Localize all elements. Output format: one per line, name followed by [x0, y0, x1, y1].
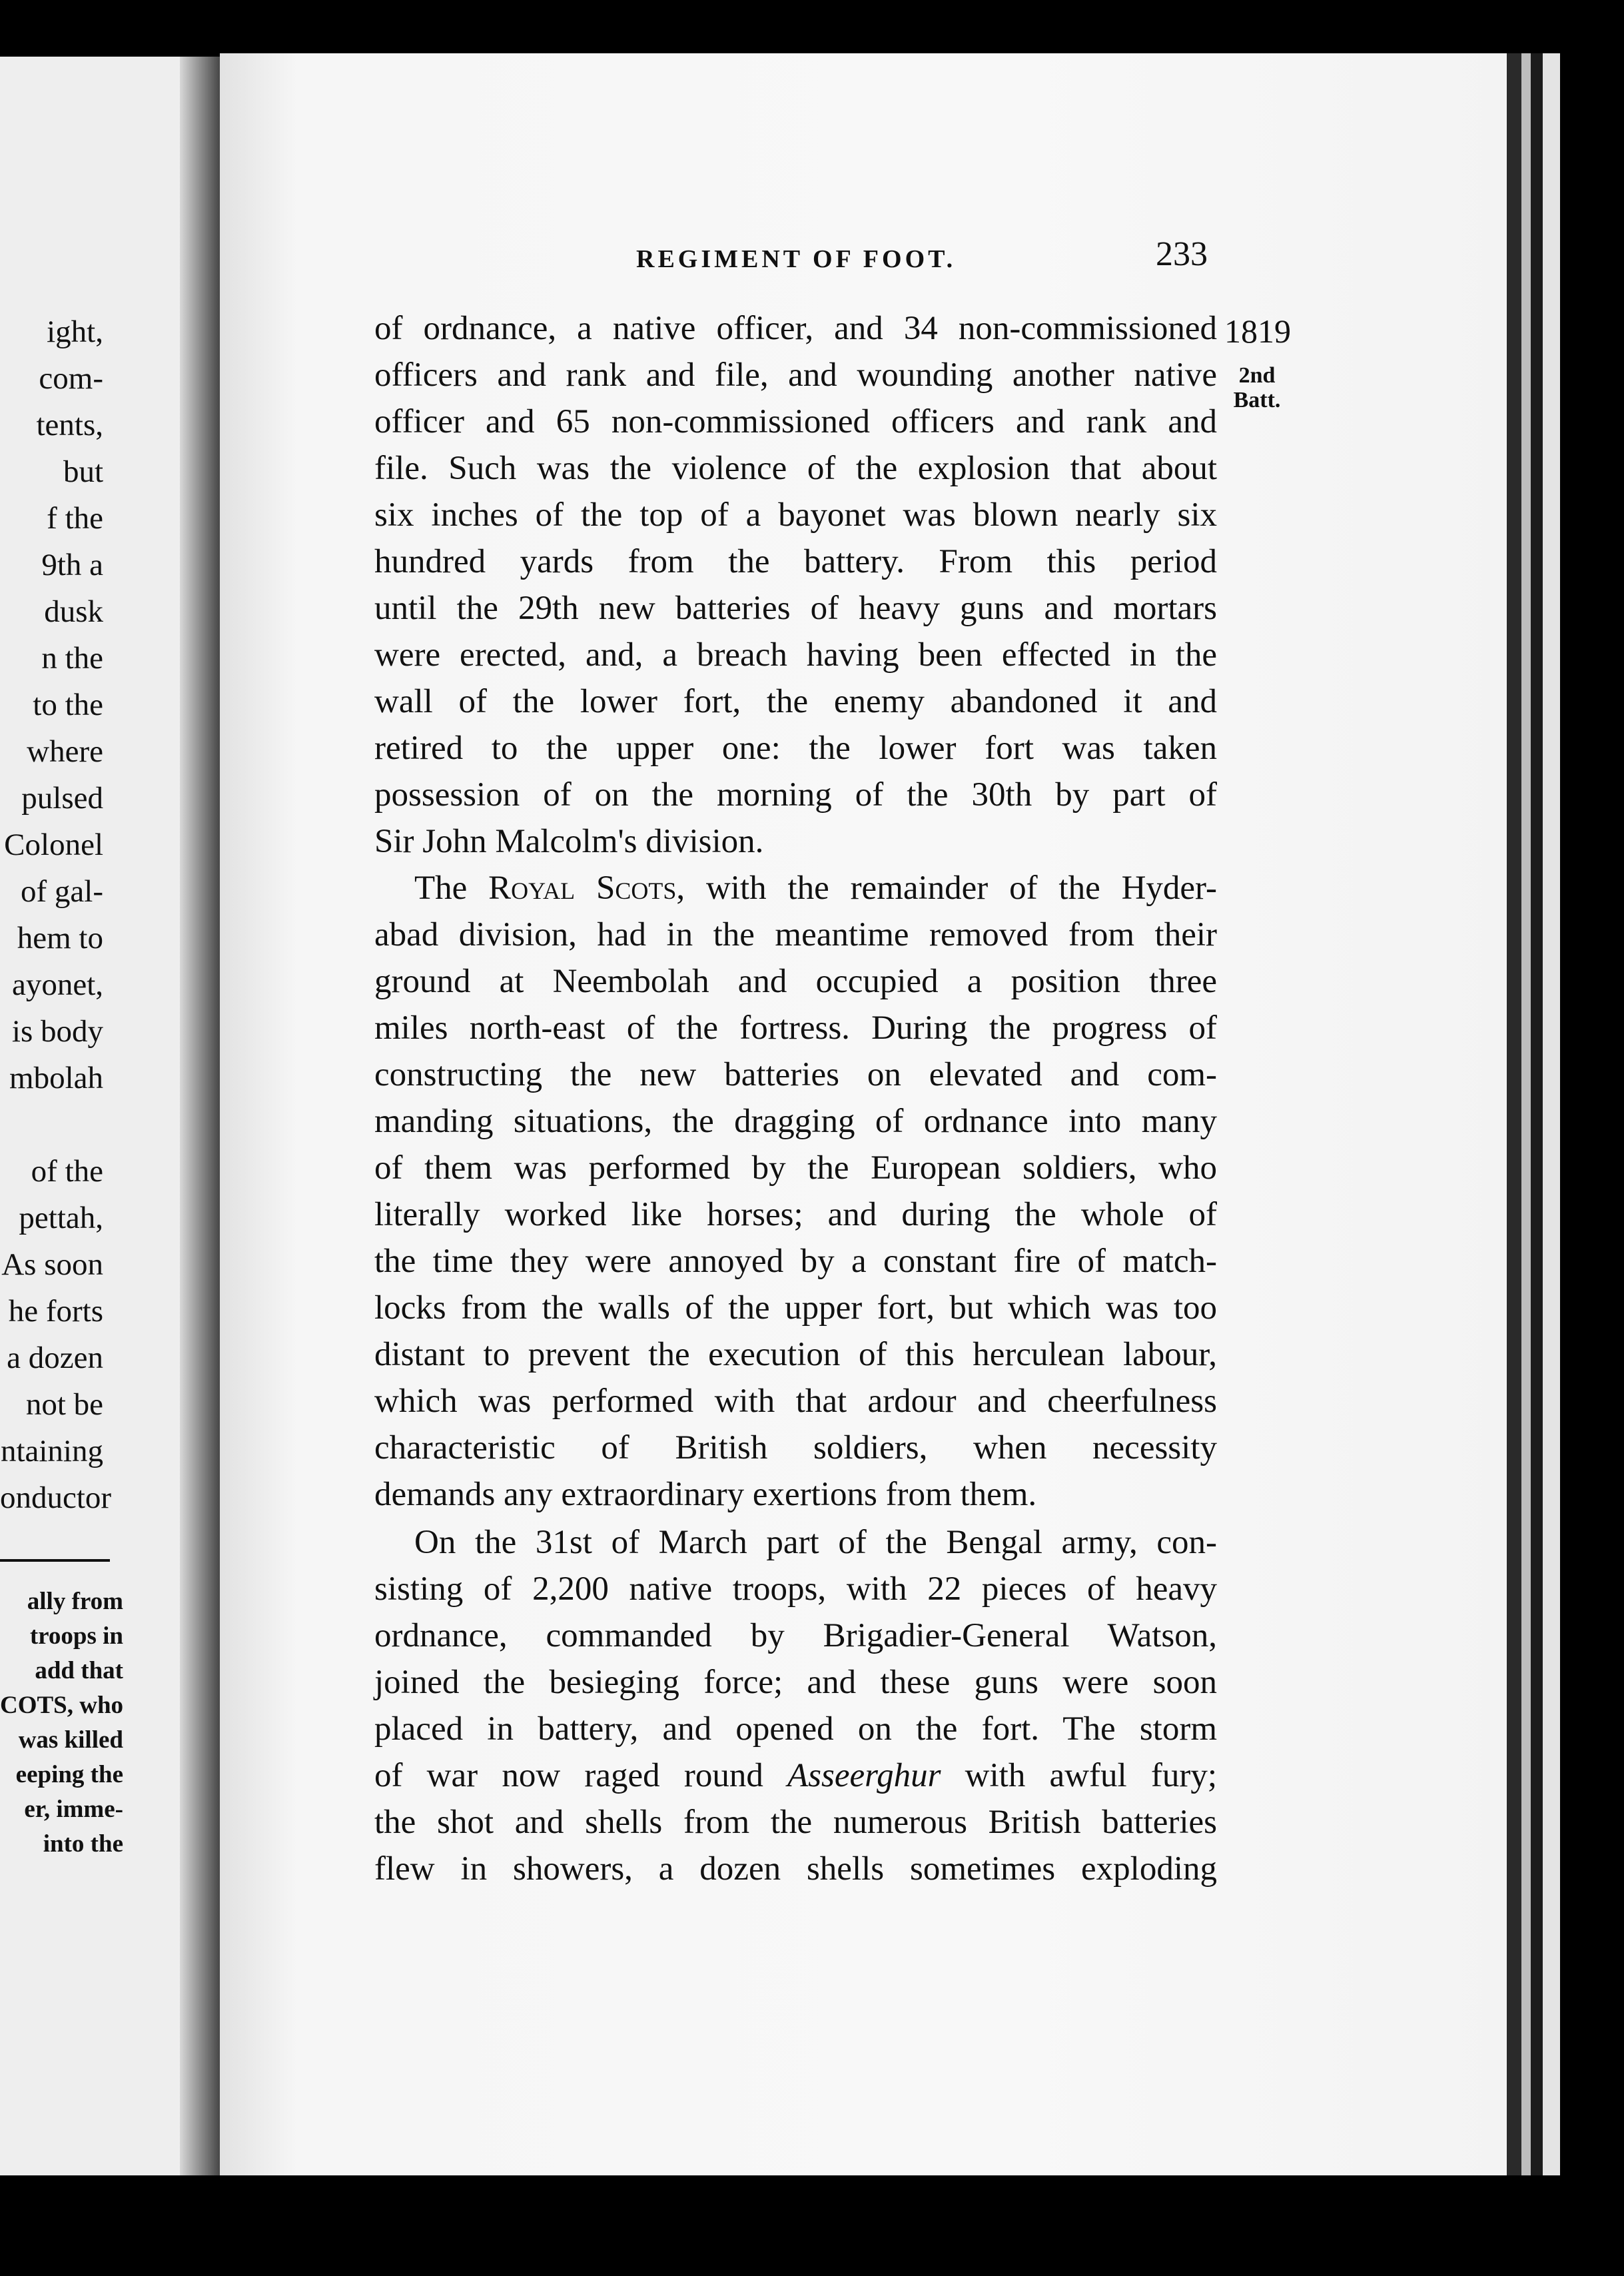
left-page-footnote-line: troops in — [29, 1622, 123, 1650]
left-page-line: a dozen — [7, 1341, 103, 1375]
left-page-line: hem to — [17, 921, 103, 955]
body-line: constructing the new batteries on elevated and com- — [374, 1056, 1217, 1093]
left-page-line: n the — [41, 641, 103, 676]
left-page-line: f the — [47, 501, 103, 536]
body-line: possession of on the morning of the 30th by part of — [374, 776, 1217, 814]
left-page-line: pulsed — [21, 781, 103, 816]
body-line: sisting of 2,200 native troops, with 22 pieces of heavy — [374, 1570, 1217, 1608]
left-page-line: ayonet, — [11, 967, 103, 1002]
body-line: joined the besieging force; and these guns were soon — [374, 1664, 1217, 1701]
page-number: 233 — [1156, 235, 1208, 273]
body-line: retired to the upper one: the lower fort was taken — [374, 730, 1217, 767]
left-page-footnote-line: eeping the — [15, 1761, 123, 1788]
left-page-footnote-line: COTS, who — [0, 1692, 124, 1719]
left-page-line: ight, — [47, 314, 103, 349]
left-page-line: tents, — [36, 408, 103, 442]
left-page-line: is body — [11, 1014, 103, 1049]
left-page-line: Colonel — [4, 828, 103, 862]
left-page-footnote-line: into the — [43, 1830, 123, 1858]
left-page-footnote-line: ally from — [27, 1588, 123, 1615]
left-page-line: As soon — [1, 1247, 103, 1282]
body-line: the time they were annoyed by a constant fire of match- — [374, 1243, 1217, 1280]
page-edge-dark — [1507, 53, 1521, 2175]
body-line: placed in battery, and opened on the fort. The storm — [374, 1710, 1217, 1748]
left-page-line: to the — [33, 688, 103, 722]
left-page-line: not be — [25, 1387, 103, 1422]
body-line: literally worked like horses; and during the whole of — [374, 1196, 1217, 1233]
body-line: demands any extraordinary exertions from them. — [374, 1476, 1037, 1513]
page-edge-dark-2 — [1531, 53, 1543, 2175]
left-page-line: but — [63, 454, 103, 489]
body-line: file. Such was the violence of the explosion that about — [374, 450, 1217, 487]
left-page-line: of gal- — [21, 874, 103, 909]
body-line: of them was performed by the European soldiers, who — [374, 1149, 1217, 1187]
body-line: of war now raged round Asseerghur with awful fury; — [374, 1757, 1217, 1794]
running-title: REGIMENT OF FOOT. — [636, 245, 957, 273]
body-line: flew in showers, a dozen shells sometimes exploding — [374, 1850, 1217, 1888]
body-line: The Royal Scots, with the remainder of the Hyder- — [414, 869, 1217, 907]
body-line: were erected, and, a breach having been effected in the — [374, 636, 1217, 674]
left-page-line: where — [27, 734, 103, 769]
left-page-line: mbolah — [9, 1061, 103, 1095]
body-line: the shot and shells from the numerous British batteries — [374, 1804, 1217, 1841]
left-page-line: com- — [39, 361, 103, 396]
left-page-line: dusk — [44, 594, 103, 629]
page-edge-light-2 — [1543, 53, 1560, 2175]
body-line: which was performed with that ardour and cheerfulness — [374, 1383, 1217, 1420]
body-line: characteristic of British soldiers, when necessity — [374, 1429, 1217, 1466]
body-line: Sir John Malcolm's division. — [374, 823, 764, 860]
body-line: hundred yards from the battery. From this period — [374, 543, 1217, 580]
body-line: locks from the walls of the upper fort, but which was too — [374, 1289, 1217, 1327]
body-line: ordnance, commanded by Brigadier-General Watson, — [374, 1617, 1217, 1654]
body-line: On the 31st of March part of the Bengal army, con- — [414, 1524, 1217, 1561]
body-line: officers and rank and file, and wounding another native — [374, 356, 1217, 394]
left-page-line: ntaining — [0, 1434, 103, 1468]
page-edge-light — [1521, 53, 1531, 2175]
body-line: six inches of the top of a bayonet was blown nearly six — [374, 496, 1217, 534]
margin-year: 1819 — [1224, 312, 1291, 350]
left-page-line: he forts — [8, 1294, 103, 1329]
body-line: ground at Neembolah and occupied a position three — [374, 963, 1217, 1000]
body-line: abad division, had in the meantime removed from their — [374, 916, 1217, 953]
left-page-footnote-line: er, imme- — [24, 1796, 123, 1823]
body-line: distant to prevent the execution of this herculean labour, — [374, 1336, 1217, 1373]
left-page-footnote-line: was killed — [18, 1726, 123, 1754]
margin-battalion: 2nd Batt. — [1233, 363, 1281, 413]
body-line: miles north-east of the fortress. During the progress of — [374, 1009, 1217, 1047]
body-line: of ordnance, a native officer, and 34 non-commissioned — [374, 310, 1217, 347]
body-line: until the 29th new batteries of heavy guns and mortars — [374, 590, 1217, 627]
body-line: manding situations, the dragging of ordnance into many — [374, 1103, 1217, 1140]
left-page-line: of the — [31, 1154, 103, 1189]
left-page-line: pettah, — [19, 1201, 103, 1235]
body-line: officer and 65 non-commissioned officers and rank and — [374, 403, 1217, 440]
left-page-line: onductor — [0, 1480, 112, 1515]
left-page-footnote-line: add that — [35, 1657, 123, 1684]
footnote-rule — [0, 1559, 110, 1562]
left-page-line: 9th a — [41, 548, 103, 582]
body-line: wall of the lower fort, the enemy abandoned it and — [374, 683, 1217, 720]
